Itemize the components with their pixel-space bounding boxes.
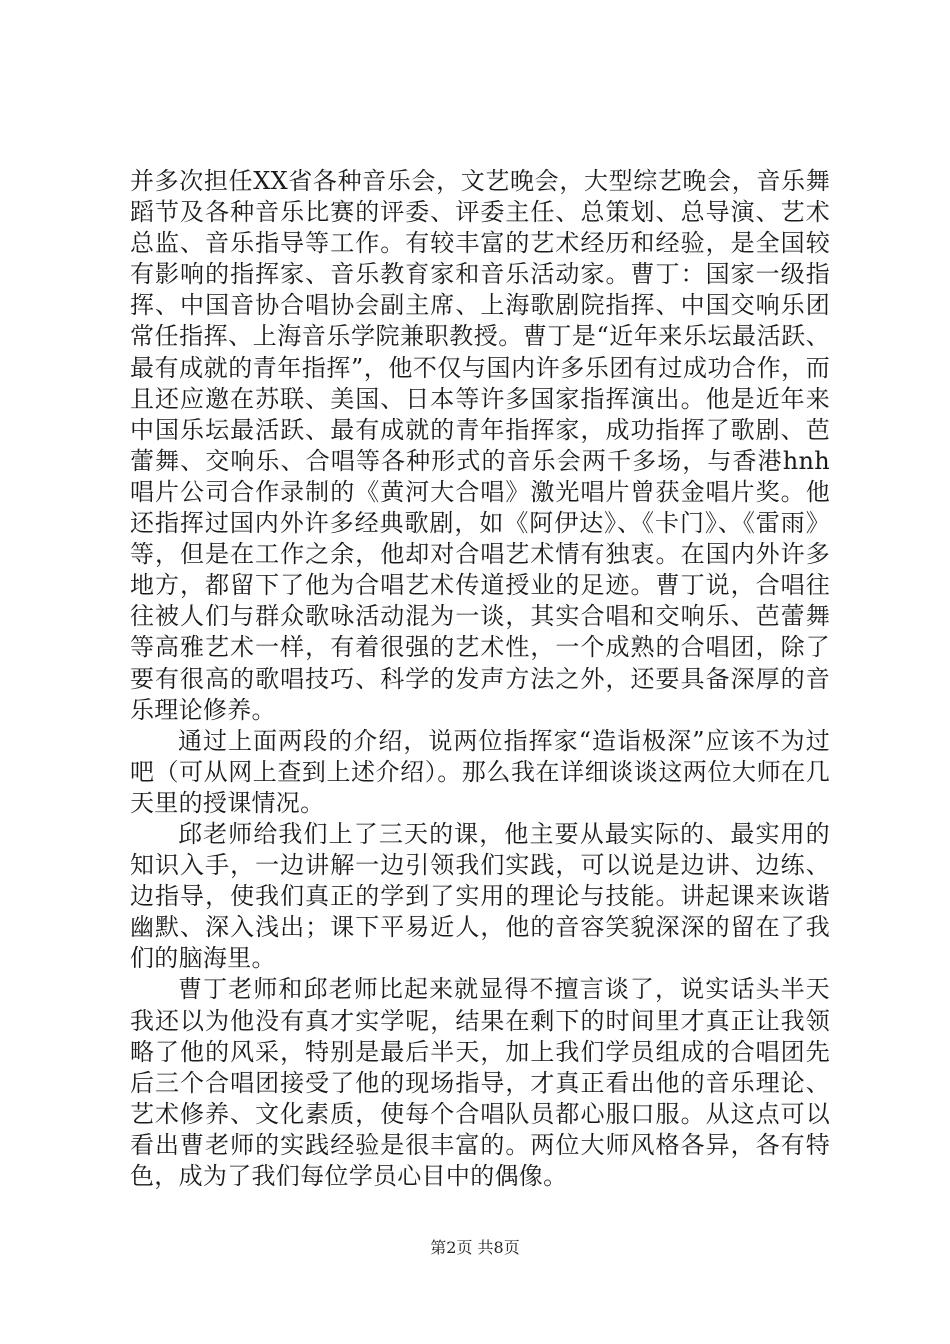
paragraph-teacher-cao: 曹丁老师和邱老师比起来就显得不擅言谈了，说实话头半天我还以为他没有真才实学呢，结果在剩下的时间里才真正让我领略了他的风采，特别是最后半天，加上我们学员组成的合唱团先后三个合唱团接受了他的现场指导，才真正看出他的音乐理论、艺术修养、文化素质，使每个合唱队员都心服口服。从这点可以看出曹老师的实践经验是很丰富的。两位大师风格各异，各有特色，成为了我们每位学员心目中的偶像。 bbox=[130, 975, 830, 1190]
paragraph-continued: 并多次担任XX省各种音乐会，文艺晚会，大型综艺晚会，音乐舞蹈节及各种音乐比赛的评委、评委主任、总策划、总导演、艺术总监、音乐指导等工作。有较丰富的艺术经历和经验，是全国较有影响的指挥家、音乐教育家和音乐活动家。曹丁：国家一级指挥、中国音协合唱协会副主席、上海歌剧院指挥、中国交响乐团常任指挥、上海音乐学院兼职教授。曹丁是“近年来乐坛最活跃、最有成就的青年指挥”，他不仅与国内许多乐团有过成功合作，而且还应邀在苏联、美国、日本等许多国家指挥演出。他是近年来中国乐坛最活跃、最有成就的青年指挥家，成功指挥了歌剧、芭蕾舞、交响乐、合唱等各种形式的音乐会两千多场，与香港hnh唱片公司合作录制的《黄河大合唱》激光唱片曾获金唱片奖。他还指挥过国内外许多经典歌剧，如《阿伊达》、《卡门》、《雷雨》等，但是在工作之余，他却对合唱艺术情有独衷。在国内外许多地方，都留下了他为合唱艺术传道授业的足迹。曹丁说，合唱往往被人们与群众歌咏活动混为一谈，其实合唱和交响乐、芭蕾舞等高雅艺术一样，有着很强的艺术性，一个成熟的合唱团，除了要有很高的歌唱技巧、科学的发声方法之外，还要具备深厚的音乐理论修养。 bbox=[130, 167, 830, 724]
paragraph-teacher-qiu: 邱老师给我们上了三天的课，他主要从最实际的、最实用的知识入手，一边讲解一边引领我们实践，可以说是边讲、边练、边指导，使我们真正的学到了实用的理论与技能。讲起课来诙谐幽默、深入浅出；课下平易近人，他的音容笑貌深深的留在了我们的脑海里。 bbox=[130, 819, 830, 973]
document-body bbox=[130, 166, 830, 1192]
paragraph-intro-summary: 通过上面两段的介绍，说两位指挥家“造诣极深”应该不为过吧（可从网上查到上述介绍）。那么我在详细谈谈这两位大师在几天里的授课情况。 bbox=[130, 726, 830, 817]
page-number-footer: 第2页 共8页 bbox=[430, 1238, 520, 1257]
